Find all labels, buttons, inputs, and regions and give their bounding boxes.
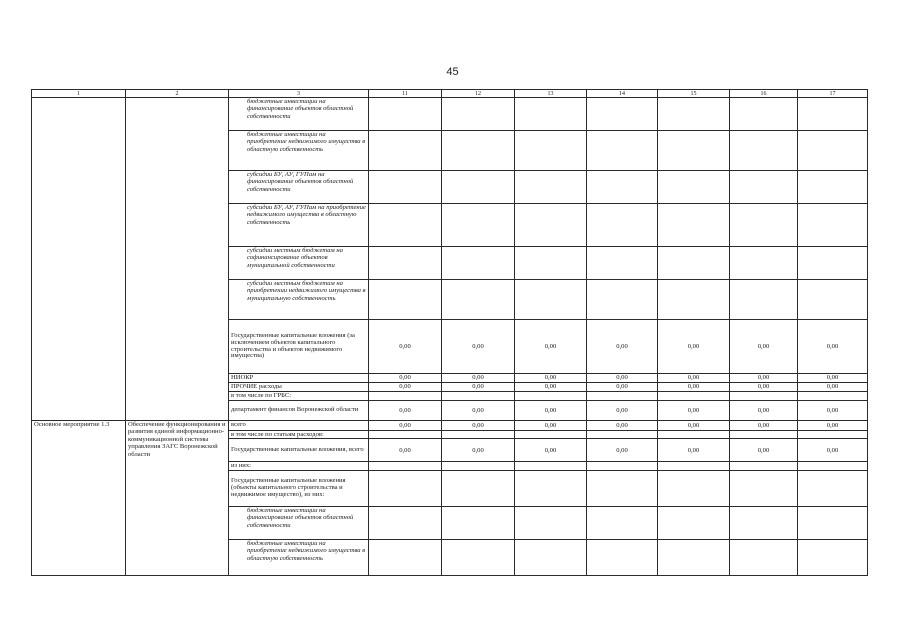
value-cell (798, 506, 868, 539)
value-cell (730, 431, 798, 439)
row-label: субсидии БУ, АУ, ГУПам на приобретение недвижимого имущества в областную собственность (229, 204, 369, 247)
value-cell: 0,00 (515, 421, 587, 431)
value-cell (442, 392, 515, 401)
value-cell (369, 98, 442, 131)
value-cell (658, 431, 730, 439)
table-row (32, 98, 868, 131)
row-label: бюджетные инвестиции на приобретение недвижимого имущества в областную собственность (229, 131, 369, 171)
value-cell: 0,00 (587, 374, 658, 383)
value-cell (515, 506, 587, 539)
value-cell (730, 506, 798, 539)
value-cell (730, 98, 798, 131)
row-label: в том числе по ГРБС: (229, 392, 369, 401)
value-cell: 0,00 (369, 439, 442, 462)
value-cell: 0,00 (798, 374, 868, 383)
value-cell (587, 171, 658, 204)
value-cell (587, 131, 658, 171)
row-label: бюджетные инвестиции на финансирование объектов областной собственности (229, 506, 369, 539)
row-label: в том числе по статьям расходов: (229, 431, 369, 439)
value-cell (369, 470, 442, 506)
value-cell (658, 539, 730, 575)
value-cell (658, 280, 730, 320)
value-cell (730, 539, 798, 575)
value-cell (515, 431, 587, 439)
value-cell (515, 462, 587, 470)
value-cell: 0,00 (730, 374, 798, 383)
value-cell (369, 280, 442, 320)
table-row (32, 421, 868, 431)
row-label: из них: (229, 462, 369, 470)
row-label: Государственные капитальные вложения (за исключением объектов капитального строительства и объектов недвижимого имущества) (229, 320, 369, 374)
value-cell (515, 204, 587, 247)
value-cell: 0,00 (798, 439, 868, 462)
value-cell: 0,00 (798, 383, 868, 392)
value-cell (798, 280, 868, 320)
value-cell (369, 392, 442, 401)
value-cell (730, 280, 798, 320)
activity-cell (32, 98, 126, 421)
value-cell: 0,00 (730, 439, 798, 462)
value-cell (730, 204, 798, 247)
column-header: 17 (798, 90, 868, 98)
value-cell (442, 539, 515, 575)
value-cell (442, 470, 515, 506)
value-cell: 0,00 (442, 374, 515, 383)
row-label: НИОКР (229, 374, 369, 383)
value-cell: 0,00 (442, 421, 515, 431)
header-row (32, 90, 868, 98)
value-cell: 0,00 (587, 383, 658, 392)
value-cell (798, 392, 868, 401)
value-cell (369, 506, 442, 539)
activity-cell: Основное мероприятие 1.3 (32, 421, 126, 576)
value-cell (798, 98, 868, 131)
value-cell (658, 171, 730, 204)
row-label: ПРОЧИЕ расходы (229, 383, 369, 392)
value-cell (369, 171, 442, 204)
value-cell (798, 171, 868, 204)
value-cell: 0,00 (730, 421, 798, 431)
value-cell: 0,00 (658, 374, 730, 383)
value-cell (798, 470, 868, 506)
value-cell: 0,00 (515, 401, 587, 421)
value-cell (658, 131, 730, 171)
activity-name-cell (126, 98, 229, 421)
value-cell: 0,00 (369, 421, 442, 431)
value-cell: 0,00 (442, 439, 515, 462)
value-cell: 0,00 (658, 421, 730, 431)
value-cell (730, 392, 798, 401)
column-header: 1 (32, 90, 126, 98)
value-cell: 0,00 (798, 421, 868, 431)
value-cell (442, 204, 515, 247)
value-cell (515, 539, 587, 575)
value-cell: 0,00 (730, 401, 798, 421)
column-header: 15 (658, 90, 730, 98)
value-cell: 0,00 (369, 374, 442, 383)
value-cell (730, 462, 798, 470)
row-label: бюджетные инвестиции на приобретение недвижимого имущества в областную собственность (229, 539, 369, 575)
value-cell (658, 204, 730, 247)
page-number: 45 (446, 66, 459, 78)
value-cell (587, 462, 658, 470)
value-cell (730, 131, 798, 171)
value-cell (658, 98, 730, 131)
value-cell (369, 247, 442, 280)
value-cell (587, 431, 658, 439)
value-cell: 0,00 (369, 401, 442, 421)
value-cell: 0,00 (730, 320, 798, 374)
value-cell: 0,00 (587, 320, 658, 374)
value-cell (369, 462, 442, 470)
budget-table (31, 89, 868, 576)
value-cell (587, 280, 658, 320)
value-cell (515, 470, 587, 506)
value-cell (369, 431, 442, 439)
value-cell: 0,00 (658, 439, 730, 462)
value-cell (798, 462, 868, 470)
value-cell (369, 131, 442, 171)
value-cell (658, 247, 730, 280)
value-cell (658, 462, 730, 470)
value-cell (798, 539, 868, 575)
value-cell (369, 539, 442, 575)
row-label: всего (229, 421, 369, 431)
value-cell (587, 392, 658, 401)
row-label: Государственные капитальные вложения, всего (229, 439, 369, 462)
column-header: 2 (126, 90, 229, 98)
value-cell (587, 470, 658, 506)
value-cell: 0,00 (730, 383, 798, 392)
value-cell (442, 462, 515, 470)
row-label: бюджетные инвестиции на финансирование объектов областной собственности (229, 98, 369, 131)
value-cell: 0,00 (658, 383, 730, 392)
value-cell: 0,00 (442, 401, 515, 421)
value-cell (442, 280, 515, 320)
row-label: субсидии местным бюджетам на приобретении недвижимого имущества в муниципальную собственность (229, 280, 369, 320)
column-header: 12 (442, 90, 515, 98)
value-cell: 0,00 (442, 320, 515, 374)
value-cell: 0,00 (369, 383, 442, 392)
value-cell: 0,00 (442, 383, 515, 392)
value-cell: 0,00 (798, 401, 868, 421)
value-cell (587, 506, 658, 539)
value-cell (587, 98, 658, 131)
value-cell: 0,00 (798, 320, 868, 374)
value-cell (730, 470, 798, 506)
value-cell: 0,00 (515, 439, 587, 462)
value-cell: 0,00 (515, 374, 587, 383)
value-cell (798, 204, 868, 247)
row-label: субсидии БУ, АУ, ГУПам на финансирование объектов областной собственности (229, 171, 369, 204)
value-cell: 0,00 (515, 320, 587, 374)
value-cell (442, 431, 515, 439)
value-cell (515, 247, 587, 280)
value-cell: 0,00 (587, 401, 658, 421)
value-cell (730, 247, 798, 280)
value-cell (442, 247, 515, 280)
value-cell (515, 98, 587, 131)
value-cell (515, 131, 587, 171)
column-header: 14 (587, 90, 658, 98)
value-cell (442, 171, 515, 204)
value-cell (798, 247, 868, 280)
value-cell (587, 539, 658, 575)
value-cell (515, 280, 587, 320)
column-header: 11 (369, 90, 442, 98)
value-cell: 0,00 (658, 401, 730, 421)
row-label: субсидии местным бюджетам на софинансирование объектов муниципальной собственности (229, 247, 369, 280)
value-cell (515, 392, 587, 401)
value-cell (658, 470, 730, 506)
column-header: 3 (229, 90, 369, 98)
value-cell (442, 98, 515, 131)
value-cell (587, 204, 658, 247)
value-cell (658, 506, 730, 539)
value-cell (369, 204, 442, 247)
value-cell (658, 392, 730, 401)
value-cell: 0,00 (587, 439, 658, 462)
value-cell: 0,00 (658, 320, 730, 374)
row-label: департамент финансов Воронежской области (229, 401, 369, 421)
column-header: 16 (730, 90, 798, 98)
value-cell: 0,00 (515, 383, 587, 392)
value-cell (442, 131, 515, 171)
value-cell (798, 131, 868, 171)
row-label: Государственные капитальные вложения (объекты капитального строительства и недвижимое имущество), из них: (229, 470, 369, 506)
column-header: 13 (515, 90, 587, 98)
activity-name-cell: Обеспечение функционирования и развития единой информационно-коммуникационной системы управления ЗАГС Воронежской области (126, 421, 229, 576)
value-cell (442, 506, 515, 539)
value-cell (587, 247, 658, 280)
value-cell (515, 171, 587, 204)
value-cell (730, 171, 798, 204)
value-cell: 0,00 (587, 421, 658, 431)
value-cell: 0,00 (369, 320, 442, 374)
value-cell (798, 431, 868, 439)
